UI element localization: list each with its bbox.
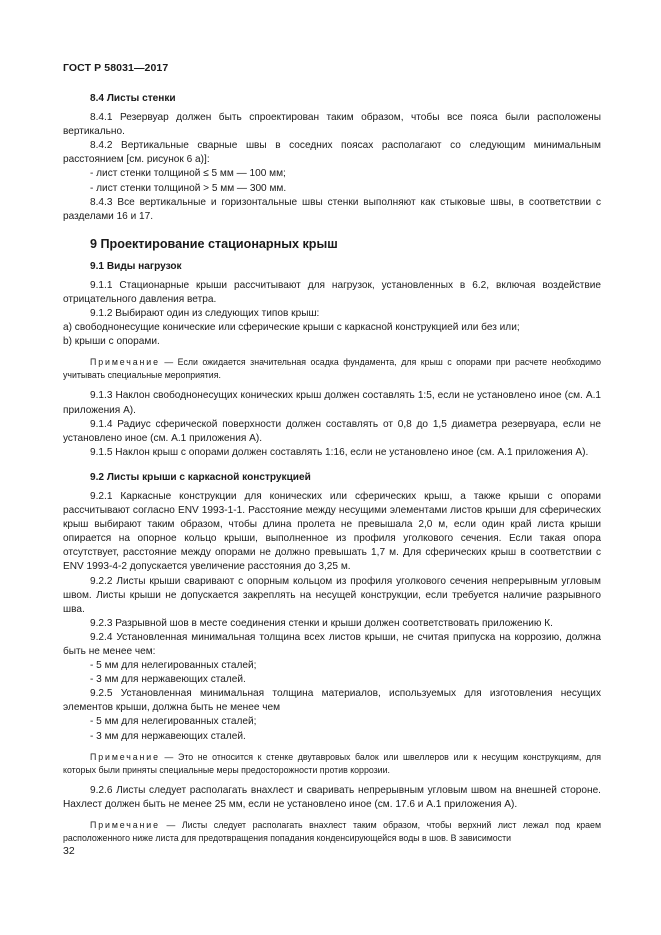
note-label: Примечание [90, 819, 160, 830]
note-9-2-a [63, 751, 601, 777]
paragraph-9-1-3: 9.1.3 Наклон свободнонесущих конических крыш должен составлять 1:5, если не установлено иное (см. А.1 приложения А). [63, 390, 601, 416]
paragraph-9-1-1: 9.1.1 Стационарные крыши рассчитывают для нагрузок, установленных в 6.2, включая воздействие отрицательного давления ветра. [63, 279, 601, 306]
list-item: - 5 мм для нелегированных сталей; [90, 716, 257, 728]
note-label: Примечание [90, 357, 160, 368]
page-number: 32 [63, 845, 75, 857]
note-label: Примечание [90, 751, 160, 762]
paragraph-9-2-2: 9.2.2 Листы крыши сваривают с опорным кольцом из профиля уголкового сечения непрерывным угловым швом. Листы крыши не допускается закреплять на несущей конструкции, если требуется наличие разрывного шва. [63, 575, 601, 615]
section-9-2-heading: 9.2 Листы крыши с каркасной конструкцией [90, 471, 311, 483]
paragraph-9-2-3: 9.2.3 Разрывной шов в месте соединения стенки и крыши должен соответствовать приложению К. [90, 617, 553, 629]
paragraph-8-4-3: 8.4.3 Все вертикальные и горизонтальные швы стенки выполняют как стыковые швы, в соответствии с разделами 16 и 17. [63, 196, 601, 222]
list-item: - 3 мм для нержавеющих сталей. [90, 674, 246, 686]
paragraph-9-1-5: 9.1.5 Наклон крыш с опорами должен составлять 1:16, если не установлено иное (см. А.1 приложения А). [90, 446, 589, 458]
paragraph-9-2-4: 9.2.4 Установленная минимальная толщина всех листов крыши, не считая припуска на коррозию, должна быть не менее чем: [63, 631, 601, 657]
section-9-heading: 9 Проектирование стационарных крыш [90, 236, 338, 251]
note-9-2-b [63, 819, 601, 845]
note-text: — Если ожидается значительная осадка фундамента, для крыш с опорами при расчете необходимо учитывать специальные мероприятия. [63, 357, 601, 381]
list-item: - лист стенки толщиной ≤ 5 мм — 100 мм; [90, 168, 286, 180]
paragraph-9-2-1: 9.2.1 Каркасные конструкции для конических или сферических крыш, а также крыши с опорами рассчитывают согласно ENV 1993-1-1. Расстояние между несущими элементами листов крыши для сферических крыш выбирают таким образом, чтобы длина пролета не превышала 2,0 м, если один край листа крыши опирается на опорное кольцо крыши, выполненное из профиля уголкового сечения. Если такая опора отсутствует, расстояние между опорами не должно превышать 1,7 м. Для сферических крыш в соответствии с ENV 1993-4-2 допускается увеличение расстояния до 3,25 м. [63, 490, 601, 573]
paragraph-9-2-6: 9.2.6 Листы следует располагать внахлест и сваривать непрерывным угловым швом на внешней стороне. Нахлест должен быть не менее 25 мм, если не установлено иное (см. 17.6 и А.1 приложения А). [63, 784, 601, 810]
paragraph-9-1-4: 9.1.4 Радиус сферической поверхности должен составлять от 0,8 до 1,5 диаметра резервуара, если не установлено иное (см. А.1 приложения А). [63, 418, 601, 444]
note-9-1 [63, 356, 601, 382]
list-item: - лист стенки толщиной > 5 мм — 300 мм. [90, 182, 287, 194]
list-item: - 5 мм для нелегированных сталей; [90, 660, 257, 672]
paragraph-9-2-5: 9.2.5 Установленная минимальная толщина материалов, используемых для изготовления несущих элементов крыши, должна быть не менее чем [63, 688, 601, 714]
page-content [63, 92, 601, 845]
list-item-a: а) свободнонесущие конические или сферические крыши с каркасной конструкцией или без или; [63, 322, 520, 334]
paragraph-8-4-1: 8.4.1 Резервуар должен быть спроектирован таким образом, чтобы все пояса были расположены вертикально. [63, 112, 601, 138]
paragraph-9-1-2: 9.1.2 Выбирают один из следующих типов крыш: [90, 308, 320, 320]
list-item-b: b) крыши с опорами. [63, 336, 160, 348]
list-item: - 3 мм для нержавеющих сталей. [90, 730, 246, 742]
section-8-4-heading: 8.4 Листы стенки [90, 93, 176, 104]
document-header: ГОСТ Р 58031—2017 [63, 62, 169, 74]
section-9-1-heading: 9.1 Виды нагрузок [90, 260, 182, 272]
note-text: — Это не относится к стенке двутавровых балок или швеллеров или к несущим конструкциям, для которых были приняты специальные меры предосторожности против коррозии. [63, 751, 601, 775]
paragraph-8-4-2: 8.4.2 Вертикальные сварные швы в соседних поясах располагают со следующим минимальным расстоянием [см. рисунок 6 а)]: [63, 140, 601, 166]
note-text: — Листы следует располагать внахлест таким образом, чтобы верхний лист лежал под краем расположенного ниже листа для предотвращения попадания конденсирующейся воды в шов. В зависимости [63, 819, 601, 843]
